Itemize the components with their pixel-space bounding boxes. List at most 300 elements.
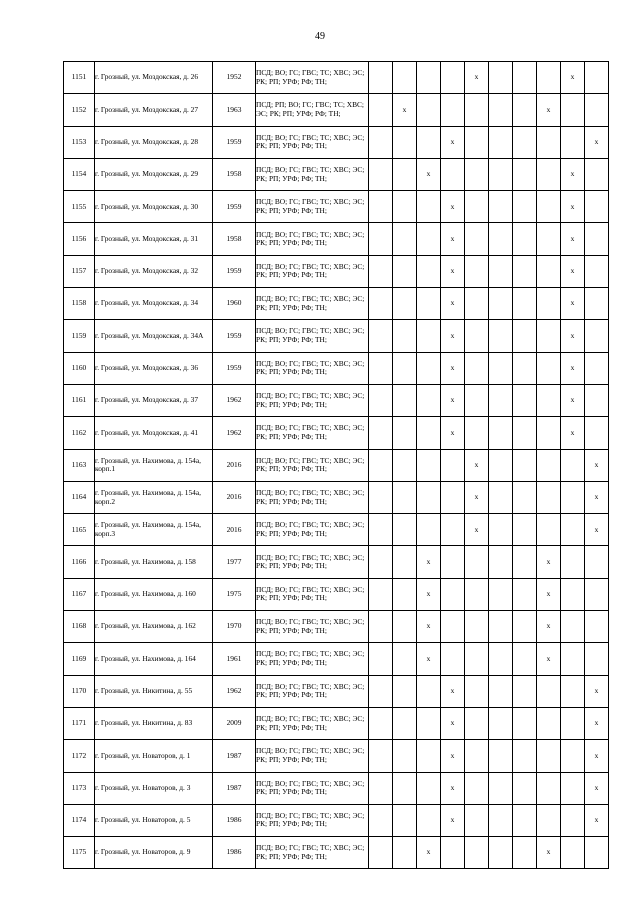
mark-cell [369,94,393,126]
mark-cell [585,643,609,675]
mark-cell [513,546,537,578]
mark-cell [513,384,537,416]
table-row [64,675,609,707]
table-row [64,804,609,836]
mark-cell [465,352,489,384]
address-cell: г. Грозный, ул. Моздокская, д. 28 [95,126,213,158]
mark-cell: x [537,611,561,643]
table-row [64,740,609,772]
mark-cell [393,481,417,513]
mark-cell [585,417,609,449]
mark-cell [561,449,585,481]
mark-cell: x [537,94,561,126]
mark-cell [465,223,489,255]
year-cell: 1962 [213,384,256,416]
mark-cell [465,320,489,352]
mark-cell [369,223,393,255]
mark-cell [465,126,489,158]
mark-cell [441,62,465,94]
mark-cell [561,837,585,869]
mark-cell: x [441,417,465,449]
mark-cell: x [441,191,465,223]
year-cell: 2016 [213,449,256,481]
mark-cell: x [465,62,489,94]
table-row [64,126,609,158]
row-number-cell: 1167 [64,578,95,610]
works-list-cell: ПСД; ВО; ГС; ГВС; ТС; ХВС; ЭС; РК; РП; УРФ; РФ; ТН; [256,320,369,352]
mark-cell: x [441,320,465,352]
mark-cell [561,643,585,675]
address-cell: г. Грозный, ул. Моздокская, д. 30 [95,191,213,223]
mark-cell [465,94,489,126]
address-cell: г. Грозный, ул. Моздокская, д. 34А [95,320,213,352]
mark-cell [369,352,393,384]
mark-cell [369,707,393,739]
mark-cell [513,804,537,836]
mark-cell [465,546,489,578]
mark-cell [417,449,441,481]
mark-cell [489,417,513,449]
mark-cell [465,772,489,804]
address-cell: г. Грозный, ул. Моздокская, д. 26 [95,62,213,94]
mark-cell [585,384,609,416]
mark-cell: x [537,837,561,869]
row-number-cell: 1174 [64,804,95,836]
mark-cell [369,578,393,610]
mark-cell [513,611,537,643]
mark-cell: x [417,158,441,190]
mark-cell [489,643,513,675]
housing-table [63,61,609,869]
year-cell: 1975 [213,578,256,610]
mark-cell [561,611,585,643]
mark-cell [489,578,513,610]
mark-cell [417,707,441,739]
year-cell: 1987 [213,740,256,772]
mark-cell [489,126,513,158]
address-cell: г. Грозный, ул. Нахимова, д. 160 [95,578,213,610]
mark-cell [537,320,561,352]
mark-cell [585,62,609,94]
works-list-cell: ПСД; ВО; ГС; ГВС; ТС; ХВС; ЭС; РК; РП; УРФ; РФ; ТН; [256,578,369,610]
mark-cell [513,288,537,320]
works-list-cell: ПСД; ВО; ГС; ГВС; ТС; ХВС; ЭС; РК; РП; УРФ; РФ; ТН; [256,384,369,416]
table-row [64,417,609,449]
mark-cell [489,675,513,707]
mark-cell [489,514,513,546]
mark-cell [561,772,585,804]
mark-cell [393,62,417,94]
mark-cell [537,707,561,739]
works-list-cell: ПСД; ВО; ГС; ГВС; ТС; ХВС; ЭС; РК; РП; УРФ; РФ; ТН; [256,546,369,578]
address-cell: г. Грозный, ул. Моздокская, д. 31 [95,223,213,255]
mark-cell [537,675,561,707]
mark-cell [393,837,417,869]
mark-cell [465,643,489,675]
year-cell: 1959 [213,126,256,158]
mark-cell [513,62,537,94]
table-row [64,481,609,513]
row-number-cell: 1155 [64,191,95,223]
mark-cell [513,223,537,255]
mark-cell [393,126,417,158]
year-cell: 1970 [213,611,256,643]
mark-cell [417,352,441,384]
mark-cell [369,837,393,869]
mark-cell [513,417,537,449]
mark-cell: x [441,352,465,384]
mark-cell [489,707,513,739]
address-cell: г. Грозный, ул. Моздокская, д. 27 [95,94,213,126]
mark-cell [369,611,393,643]
table-row [64,707,609,739]
mark-cell: x [561,62,585,94]
row-number-cell: 1152 [64,94,95,126]
mark-cell [585,158,609,190]
mark-cell [441,158,465,190]
mark-cell [513,255,537,287]
table-row [64,578,609,610]
mark-cell [393,320,417,352]
mark-cell [369,62,393,94]
mark-cell [537,417,561,449]
address-cell: г. Грозный, ул. Новаторов, д. 5 [95,804,213,836]
mark-cell [513,514,537,546]
mark-cell [393,804,417,836]
mark-cell [489,384,513,416]
row-number-cell: 1151 [64,62,95,94]
row-number-cell: 1164 [64,481,95,513]
works-list-cell: ПСД; ВО; ГС; ГВС; ТС; ХВС; ЭС; РК; РП; УРФ; РФ; ТН; [256,804,369,836]
mark-cell [489,740,513,772]
mark-cell [537,481,561,513]
mark-cell [393,643,417,675]
mark-cell: x [585,804,609,836]
mark-cell: x [393,94,417,126]
mark-cell [585,288,609,320]
mark-cell [513,158,537,190]
mark-cell [489,611,513,643]
works-list-cell: ПСД; ВО; ГС; ГВС; ТС; ХВС; ЭС; РК; РП; УРФ; РФ; ТН; [256,481,369,513]
table-row [64,94,609,126]
mark-cell [489,546,513,578]
mark-cell [441,546,465,578]
year-cell: 1952 [213,62,256,94]
mark-cell [417,288,441,320]
mark-cell [513,707,537,739]
table-row [64,352,609,384]
mark-cell [465,191,489,223]
mark-cell [513,578,537,610]
mark-cell: x [417,837,441,869]
mark-cell: x [561,417,585,449]
mark-cell [417,514,441,546]
mark-cell [585,837,609,869]
year-cell: 1959 [213,320,256,352]
mark-cell [465,288,489,320]
table-row [64,546,609,578]
mark-cell: x [585,481,609,513]
mark-cell [513,675,537,707]
works-list-cell: ПСД; ВО; ГС; ГВС; ТС; ХВС; ЭС; РК; РП; УРФ; РФ; ТН; [256,255,369,287]
works-list-cell: ПСД; ВО; ГС; ГВС; ТС; ХВС; ЭС; РК; РП; УРФ; РФ; ТН; [256,740,369,772]
table-row [64,320,609,352]
mark-cell [561,546,585,578]
address-cell: г. Грозный, ул. Нахимова, д. 154а, корп.1 [95,449,213,481]
year-cell: 1977 [213,546,256,578]
mark-cell [513,837,537,869]
mark-cell [369,804,393,836]
address-cell: г. Грозный, ул. Моздокская, д. 29 [95,158,213,190]
works-list-cell: ПСД; ВО; ГС; ГВС; ТС; ХВС; ЭС; РК; РП; УРФ; РФ; ТН; [256,772,369,804]
mark-cell [537,804,561,836]
row-number-cell: 1171 [64,707,95,739]
mark-cell: x [561,223,585,255]
mark-cell [393,352,417,384]
works-list-cell: ПСД; ВО; ГС; ГВС; ТС; ХВС; ЭС; РК; РП; УРФ; РФ; ТН; [256,62,369,94]
year-cell: 1986 [213,804,256,836]
mark-cell [561,94,585,126]
row-number-cell: 1157 [64,255,95,287]
mark-cell [585,94,609,126]
mark-cell [537,126,561,158]
mark-cell [489,255,513,287]
table-row [64,772,609,804]
mark-cell [441,578,465,610]
mark-cell [513,352,537,384]
address-cell: г. Грозный, ул. Нахимова, д. 154а, корп.3 [95,514,213,546]
mark-cell [537,288,561,320]
mark-cell [513,772,537,804]
mark-cell: x [561,384,585,416]
table-row [64,837,609,869]
mark-cell [537,62,561,94]
mark-cell [369,320,393,352]
year-cell: 1962 [213,417,256,449]
mark-cell: x [585,514,609,546]
mark-cell [417,384,441,416]
address-cell: г. Грозный, ул. Моздокская, д. 41 [95,417,213,449]
mark-cell: x [441,740,465,772]
mark-cell [441,611,465,643]
mark-cell [489,352,513,384]
mark-cell: x [561,158,585,190]
mark-cell [441,481,465,513]
table-row [64,255,609,287]
mark-cell [561,675,585,707]
year-cell: 1959 [213,255,256,287]
mark-cell [561,126,585,158]
mark-cell [393,514,417,546]
mark-cell [585,320,609,352]
mark-cell [465,384,489,416]
mark-cell: x [441,707,465,739]
mark-cell [369,481,393,513]
table-row [64,384,609,416]
mark-cell: x [585,707,609,739]
year-cell: 1963 [213,94,256,126]
table-row [64,223,609,255]
year-cell: 1961 [213,643,256,675]
mark-cell [489,223,513,255]
mark-cell [585,352,609,384]
works-list-cell: ПСД; ВО; ГС; ГВС; ТС; ХВС; ЭС; РК; РП; УРФ; РФ; ТН; [256,158,369,190]
works-list-cell: ПСД; ВО; ГС; ГВС; ТС; ХВС; ЭС; РК; РП; УРФ; РФ; ТН; [256,643,369,675]
mark-cell: x [537,546,561,578]
mark-cell [465,417,489,449]
works-list-cell: ПСД; ВО; ГС; ГВС; ТС; ХВС; ЭС; РК; РП; УРФ; РФ; ТН; [256,417,369,449]
mark-cell [513,643,537,675]
row-number-cell: 1159 [64,320,95,352]
mark-cell [489,62,513,94]
mark-cell [513,126,537,158]
mark-cell [465,740,489,772]
mark-cell [561,804,585,836]
mark-cell [393,772,417,804]
row-number-cell: 1175 [64,837,95,869]
mark-cell [417,320,441,352]
mark-cell [489,288,513,320]
mark-cell: x [417,546,441,578]
mark-cell [513,449,537,481]
works-list-cell: ПСД; ВО; ГС; ГВС; ТС; ХВС; ЭС; РК; РП; УРФ; РФ; ТН; [256,223,369,255]
mark-cell [369,288,393,320]
mark-cell [561,481,585,513]
mark-cell [537,384,561,416]
table-row [64,288,609,320]
row-number-cell: 1169 [64,643,95,675]
table-row [64,62,609,94]
row-number-cell: 1160 [64,352,95,384]
mark-cell [489,804,513,836]
mark-cell [417,675,441,707]
works-list-cell: ПСД; ВО; ГС; ГВС; ТС; ХВС; ЭС; РК; РП; УРФ; РФ; ТН; [256,126,369,158]
mark-cell: x [417,611,441,643]
mark-cell [537,772,561,804]
address-cell: г. Грозный, ул. Моздокская, д. 34 [95,288,213,320]
address-cell: г. Грозный, ул. Моздокская, д. 32 [95,255,213,287]
mark-cell [489,837,513,869]
mark-cell: x [561,352,585,384]
mark-cell [393,384,417,416]
year-cell: 1959 [213,352,256,384]
mark-cell [561,514,585,546]
mark-cell [393,707,417,739]
row-number-cell: 1161 [64,384,95,416]
year-cell: 1960 [213,288,256,320]
mark-cell [561,707,585,739]
mark-cell [369,546,393,578]
year-cell: 2009 [213,707,256,739]
mark-cell: x [441,223,465,255]
mark-cell [441,514,465,546]
mark-cell: x [441,126,465,158]
year-cell: 2016 [213,481,256,513]
mark-cell [585,255,609,287]
mark-cell: x [537,578,561,610]
mark-cell [393,675,417,707]
year-cell: 2016 [213,514,256,546]
mark-cell: x [441,772,465,804]
works-list-cell: ПСД; ВО; ГС; ГВС; ТС; ХВС; ЭС; РК; РП; УРФ; РФ; ТН; [256,675,369,707]
works-list-cell: ПСД; ВО; ГС; ГВС; ТС; ХВС; ЭС; РК; РП; УРФ; РФ; ТН; [256,837,369,869]
address-cell: г. Грозный, ул. Моздокская, д. 37 [95,384,213,416]
mark-cell [369,675,393,707]
mark-cell [585,578,609,610]
mark-cell [369,126,393,158]
mark-cell [417,62,441,94]
mark-cell [585,546,609,578]
mark-cell [465,675,489,707]
mark-cell [465,158,489,190]
row-number-cell: 1163 [64,449,95,481]
table-row [64,158,609,190]
mark-cell [465,837,489,869]
mark-cell: x [441,384,465,416]
mark-cell [369,158,393,190]
year-cell: 1986 [213,837,256,869]
mark-cell [489,94,513,126]
mark-cell: x [585,126,609,158]
year-cell: 1987 [213,772,256,804]
mark-cell [489,191,513,223]
row-number-cell: 1162 [64,417,95,449]
address-cell: г. Грозный, ул. Новаторов, д. 9 [95,837,213,869]
mark-cell [369,772,393,804]
mark-cell: x [441,255,465,287]
mark-cell [537,514,561,546]
works-list-cell: ПСД; ВО; ГС; ГВС; ТС; ХВС; ЭС; РК; РП; УРФ; РФ; ТН; [256,611,369,643]
mark-cell: x [585,740,609,772]
mark-cell [393,288,417,320]
mark-cell [537,158,561,190]
mark-cell [417,223,441,255]
year-cell: 1958 [213,223,256,255]
mark-cell [585,223,609,255]
mark-cell [441,643,465,675]
address-cell: г. Грозный, ул. Нахимова, д. 164 [95,643,213,675]
row-number-cell: 1172 [64,740,95,772]
table-body [64,62,609,869]
mark-cell [369,514,393,546]
works-list-cell: ПСД; ВО; ГС; ГВС; ТС; ХВС; ЭС; РК; РП; УРФ; РФ; ТН; [256,352,369,384]
mark-cell [513,481,537,513]
mark-cell: x [417,643,441,675]
mark-cell [393,158,417,190]
row-number-cell: 1166 [64,546,95,578]
mark-cell [489,449,513,481]
mark-cell [513,191,537,223]
table-row [64,643,609,675]
mark-cell [441,94,465,126]
works-list-cell: ПСД; ВО; ГС; ГВС; ТС; ХВС; ЭС; РК; РП; УРФ; РФ; ТН; [256,449,369,481]
mark-cell [489,481,513,513]
table-row [64,191,609,223]
mark-cell [393,255,417,287]
mark-cell [417,417,441,449]
mark-cell [393,740,417,772]
mark-cell [393,546,417,578]
row-number-cell: 1168 [64,611,95,643]
mark-cell [393,449,417,481]
mark-cell [417,191,441,223]
mark-cell [369,740,393,772]
mark-cell [537,191,561,223]
mark-cell: x [441,288,465,320]
mark-cell [513,740,537,772]
mark-cell [417,126,441,158]
address-cell: г. Грозный, ул. Нахимова, д. 154а, корп.2 [95,481,213,513]
